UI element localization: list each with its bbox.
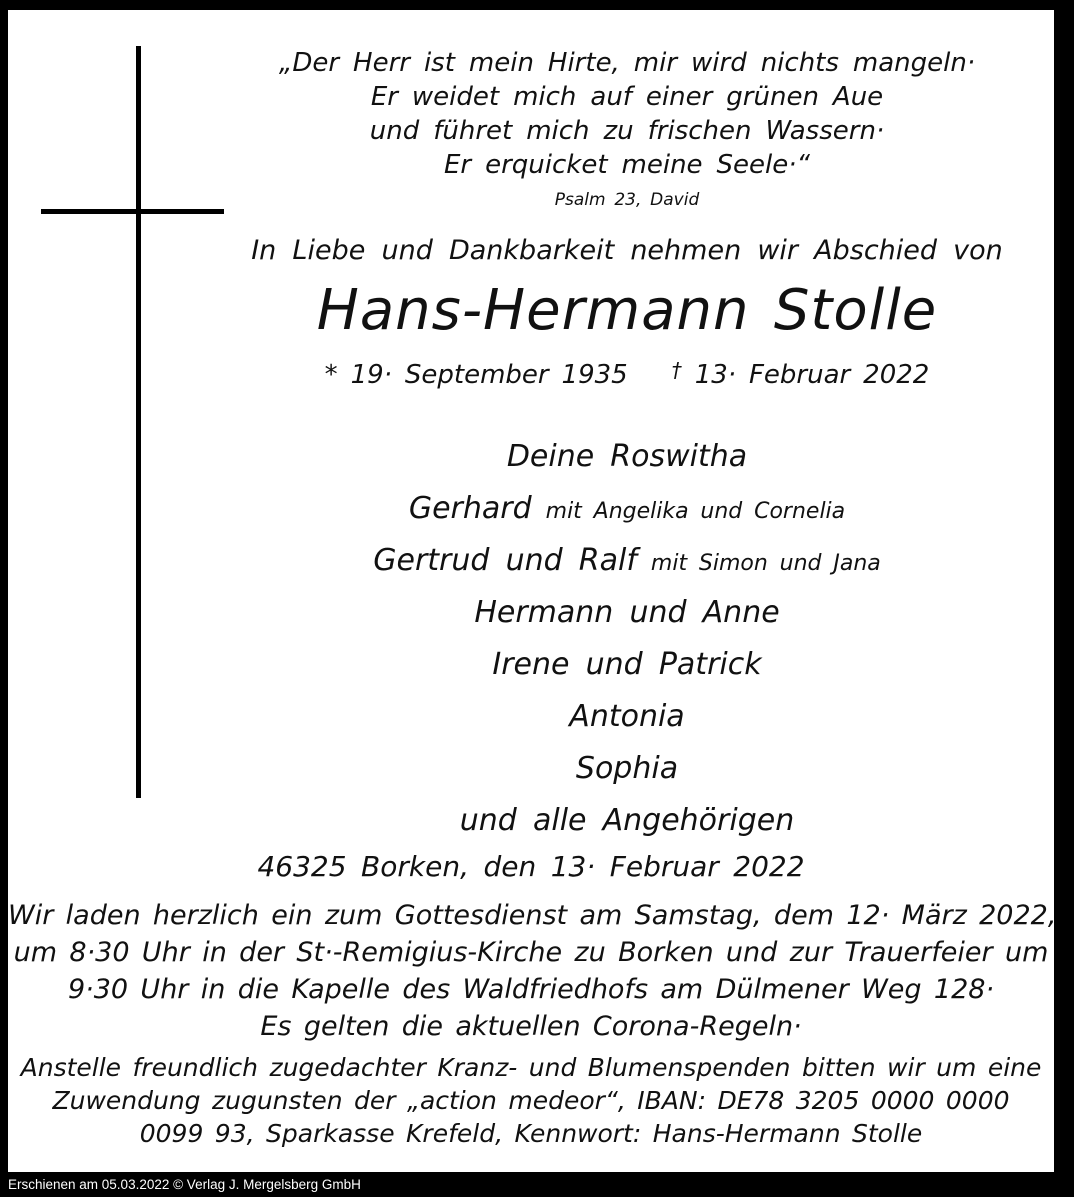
quote-attribution: Psalm 23, David [554,190,700,210]
publisher-footer-bar [0,1172,1074,1197]
mourner-relatives: mit Angelika und Cornelia [545,499,846,524]
mourner-relatives: mit Simon und Jana [650,551,881,576]
mourner-row [200,485,1054,537]
obituary-notice [8,10,1057,1172]
mourner-row [200,589,1054,641]
mourner-row [200,797,1054,849]
life-dates [200,352,1054,393]
cross-vertical-bar [136,46,141,798]
invitation-line: Wir laden herzlich ein zum Gottesdienst am Samstag, dem 12· März 2022, [8,900,1057,931]
mourner-row [200,433,1054,485]
invitation-line: Es gelten die aktuellen Corona-Regeln· [260,1011,802,1042]
death-date: † 13· Februar 2022 [671,358,930,390]
publication-info: Erschienen am 05.03.2022 © Verlag J. Mergelsberg GmbH [8,1177,361,1192]
dagger-icon: † [671,358,682,382]
service-invitation [8,897,1057,1045]
mourner-name: Gertrud und Ralf [373,543,637,578]
place-dateline: 46325 Borken, den 13· Februar 2022 [257,850,805,883]
upper-text-block [200,46,1054,849]
donation-request [8,1051,1054,1150]
mourner-name: Hermann und Anne [474,595,780,630]
mourner-name: Gerhard [408,491,532,526]
quote-line: Er weidet mich auf einer grünen Aue [370,82,884,112]
donation-line: Anstelle freundlich zugedachter Kranz- und Blumenspenden bitten wir um eine [20,1053,1042,1082]
mourner-row [200,693,1054,745]
lower-text-block [8,850,1057,1150]
mourner-name: Sophia [575,751,679,786]
farewell-line: In Liebe und Dankbarkeit nehmen wir Abschied von [251,235,1003,266]
mourners-list [200,433,1054,849]
quote-line: Er erquicket meine Seele·“ [444,150,810,180]
mourner-name: und alle Angehörigen [459,803,795,838]
quote-line: „Der Herr ist mein Hirte, mir wird nichts mangeln· [278,48,976,78]
deceased-name: Hans-Hermann Stolle [316,278,938,343]
donation-line: Zuwendung zugunsten der „action medeor“, IBAN: DE78 3205 0000 0000 [52,1086,1010,1115]
birth-date: * 19· September 1935 [324,360,628,390]
quote-line: und führet mich zu frischen Wassern· [369,116,885,146]
donation-line: 0099 93, Sparkasse Krefeld, Kennwort: Hans-Hermann Stolle [139,1119,923,1148]
mourner-row [200,537,1054,589]
mourner-name: Irene und Patrick [492,647,762,682]
invitation-line: um 8·30 Uhr in der St·-Remigius-Kirche zu Borken und zur Trauerfeier um [13,937,1049,968]
invitation-line: 9·30 Uhr in die Kapelle des Waldfriedhofs am Dülmener Weg 128· [67,974,995,1005]
mourner-name: Antonia [569,699,685,734]
mourner-row [200,641,1054,693]
cross-horizontal-bar [41,209,224,214]
mourner-row [200,745,1054,797]
mourner-name: Deine Roswitha [506,439,748,474]
birth-star-symbol: * [324,360,338,390]
